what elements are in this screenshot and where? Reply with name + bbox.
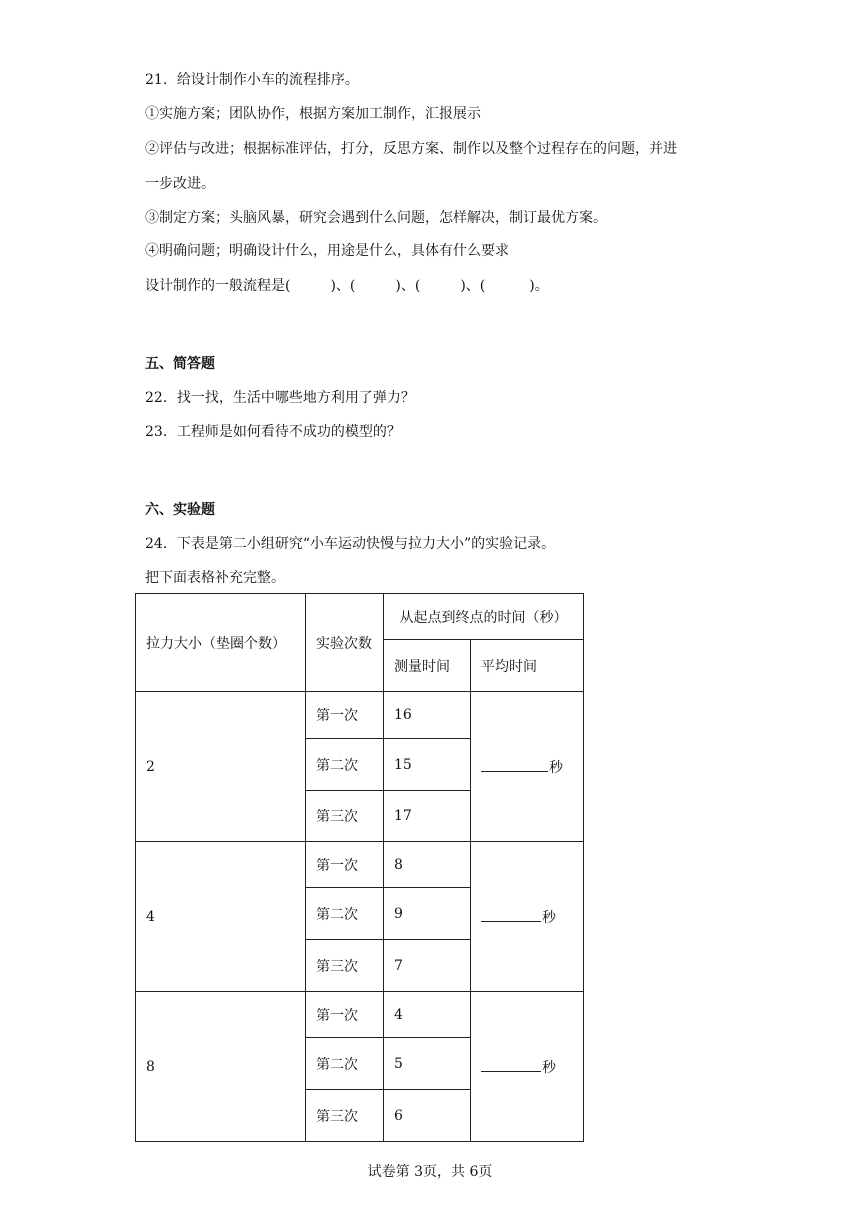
trial-cell: 第一次: [306, 992, 384, 1038]
q21-title: 21．给设计制作小车的流程排序。: [145, 72, 359, 88]
average-answer-blank[interactable]: [481, 907, 541, 922]
q21-step-2: ②评估与改进；根据标准评估，打分，反思方案、制作以及整个过程存在的问题，并进: [145, 141, 677, 157]
q23-text: 23．工程师是如何看待不成功的模型的？: [145, 424, 401, 440]
time-cell: 9: [384, 888, 471, 940]
q24-text: 24．下表是第二小组研究“小车运动快慢与拉力大小”的实验记录。: [145, 536, 556, 552]
unit-label: 秒: [542, 1059, 556, 1076]
section-heading-experiment: 六、实验题: [145, 502, 215, 518]
time-cell: 15: [384, 739, 471, 791]
time-cell: 4: [384, 992, 471, 1038]
experiment-table: [135, 593, 584, 1142]
header-trial: 实验次数: [306, 594, 384, 692]
q21-step-2-cont: 一步改进。: [145, 176, 215, 192]
q21-step-4: ④明确问题；明确设计什么，用途是什么，具体有什么要求: [145, 243, 509, 259]
q21-fill-prefix: 设计制作的一般流程是(: [145, 278, 291, 294]
trial-cell: 第三次: [306, 940, 384, 992]
trial-cell: 第一次: [306, 842, 384, 888]
page-footer: 试卷第 3页，共 6页: [367, 1164, 493, 1180]
q21-fill-sep: )、(: [395, 278, 421, 294]
q21-fill-end: )。: [529, 278, 549, 294]
trial-cell: 第一次: [306, 692, 384, 739]
trial-cell: 第三次: [306, 791, 384, 842]
time-cell: 17: [384, 791, 471, 842]
average-cell: [471, 842, 584, 992]
time-cell: 7: [384, 940, 471, 992]
table-header-row: [136, 594, 584, 640]
section-heading-short-answer: 五、简答题: [145, 356, 215, 372]
header-force: 拉力大小（垫圈个数）: [136, 594, 306, 692]
trial-cell: 第二次: [306, 739, 384, 791]
time-cell: 16: [384, 692, 471, 739]
q21-step-3: ③制定方案；头脑风暴，研究会遇到什么问题，怎样解决，制订最优方案。: [145, 210, 607, 226]
q22-text: 22．找一找，生活中哪些地方利用了弹力？: [145, 390, 415, 406]
header-average: 平均时间: [471, 640, 584, 692]
time-cell: 8: [384, 842, 471, 888]
force-cell: 2: [136, 692, 306, 842]
q21-fill-sep: )、(: [330, 278, 356, 294]
header-measured: 测量时间: [384, 640, 471, 692]
time-cell: 6: [384, 1090, 471, 1142]
average-answer-blank[interactable]: [481, 1057, 541, 1072]
trial-cell: 第三次: [306, 1090, 384, 1142]
header-time-group: 从起点到终点的时间（秒）: [384, 594, 584, 640]
unit-label: 秒: [542, 909, 556, 926]
time-cell: 5: [384, 1038, 471, 1090]
trial-cell: 第二次: [306, 888, 384, 940]
q24-instruction: 把下面表格补充完整。: [145, 570, 285, 586]
q21-fill-line: [145, 276, 549, 296]
average-answer-blank[interactable]: [481, 757, 548, 772]
trial-cell: 第二次: [306, 1038, 384, 1090]
table-row: [136, 842, 584, 888]
table-row: [136, 692, 584, 739]
q21-step-1: ①实施方案；团队协作，根据方案加工制作，汇报展示: [145, 106, 481, 122]
force-cell: 4: [136, 842, 306, 992]
average-cell: [471, 692, 584, 842]
force-cell: 8: [136, 992, 306, 1142]
average-cell: [471, 992, 584, 1142]
unit-label: 秒: [549, 759, 563, 776]
table-row: [136, 992, 584, 1038]
q21-fill-sep: )、(: [460, 278, 486, 294]
